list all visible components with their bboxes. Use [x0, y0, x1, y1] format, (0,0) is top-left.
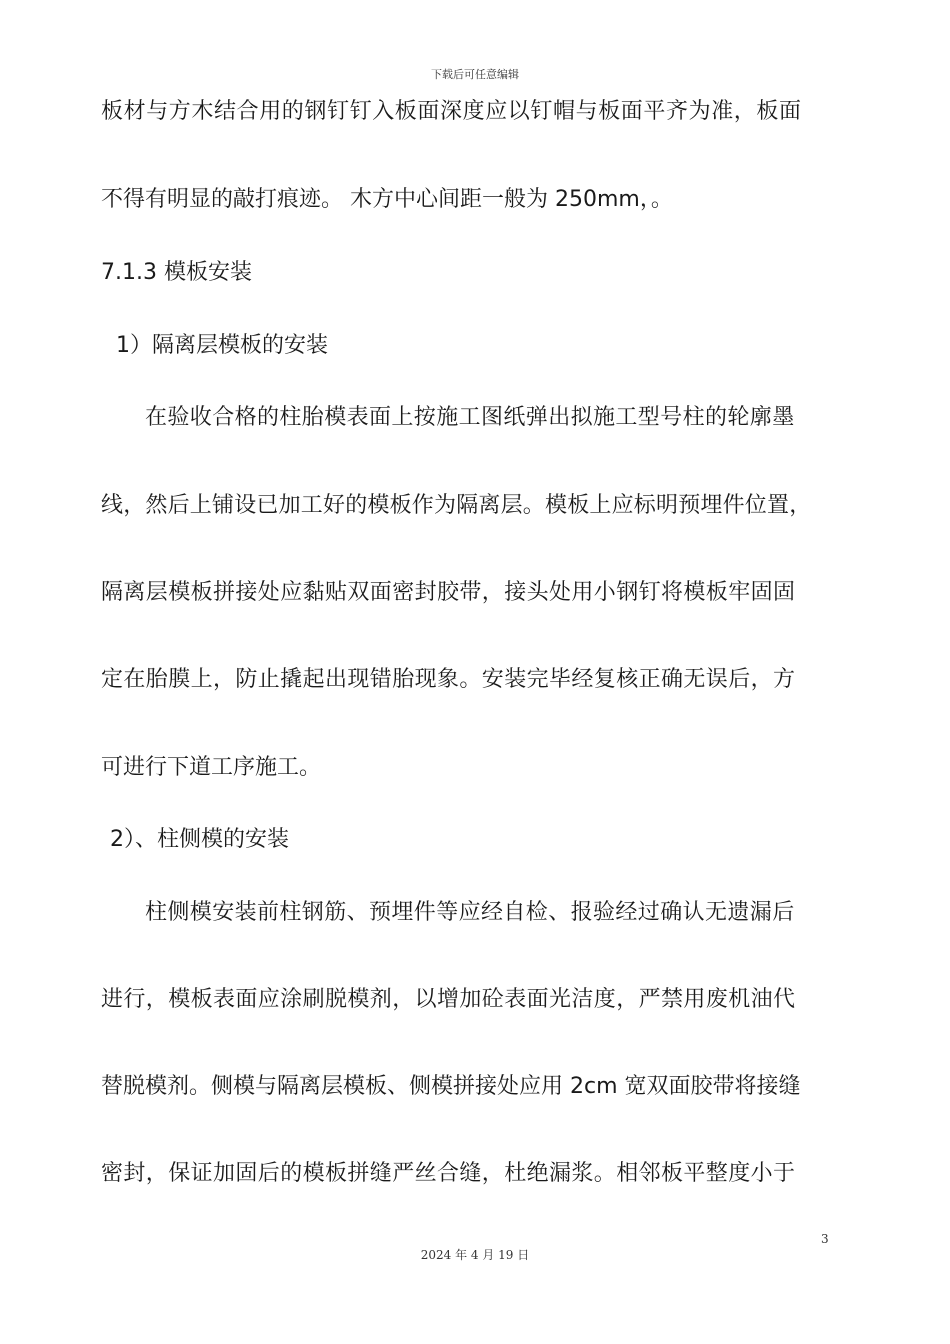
body-text-line: 隔离层模板拼接处应黏贴双面密封胶带，接头处用小钢钉将模板牢固固: [101, 580, 796, 605]
footer-date: 2024 年 4 月 19 日: [420, 1248, 530, 1262]
body-text-line: 替脱模剂。侧模与隔离层模板、侧模拼接处应用 2cm 宽双面胶带将接缝: [101, 1074, 801, 1099]
body-text-line: 密封，保证加固后的模板拼缝严丝合缝，杜绝漏浆。相邻板平整度小于: [101, 1161, 796, 1186]
body-text-line: 进行，模板表面应涂刷脱模剂，以增加砼表面光洁度，严禁用废机油代: [101, 987, 796, 1012]
body-text-line: 在验收合格的柱胎模表面上按施工图纸弹出拟施工型号柱的轮廓墨: [145, 405, 795, 430]
section-heading: 7.1.3 模板安装: [101, 260, 252, 285]
body-text-line: 柱侧模安装前柱钢筋、预埋件等应经自检、报验经过确认无遗漏后: [145, 900, 795, 925]
body-text-line: 定在胎膜上，防止撬起出现错胎现象。安装完毕经复核正确无误后，方: [101, 667, 796, 692]
subsection-heading: 2）、柱侧模的安装: [110, 827, 289, 852]
subsection-heading: 1）隔离层模板的安装: [116, 333, 328, 358]
body-text-line: 可进行下道工序施工。: [101, 755, 322, 780]
page-header: 下载后可任意编辑: [431, 68, 519, 81]
body-text-line: 线，然后上铺设已加工好的模板作为隔离层。模板上应标明预埋件位置，: [101, 493, 812, 518]
body-text-line: 板材与方木结合用的钢钉钉入板面深度应以钉帽与板面平齐为准，板面: [101, 99, 802, 124]
page-number: 3: [821, 1232, 829, 1246]
body-text-line: 不得有明显的敲打痕迹。 木方中心间距一般为 250mm，。: [101, 187, 673, 212]
